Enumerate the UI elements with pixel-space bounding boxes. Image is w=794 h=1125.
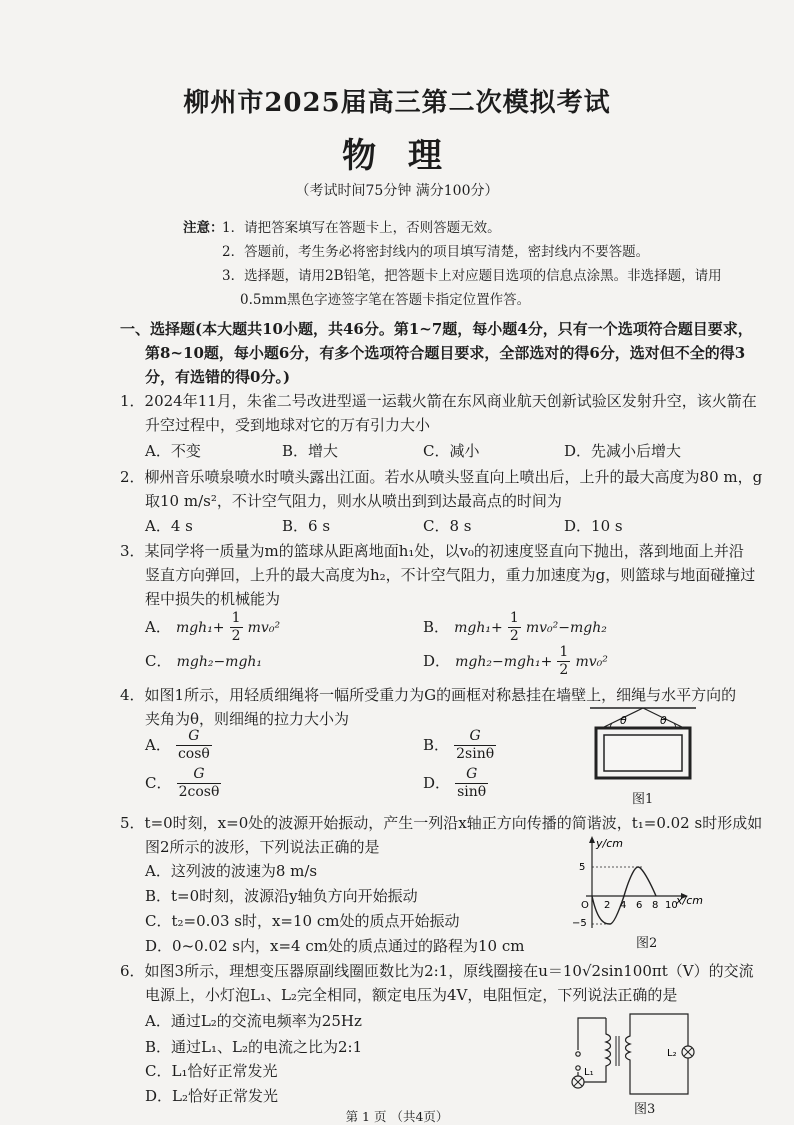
frac-num: G <box>455 766 488 784</box>
q5-option-c: C．t₂=0.03 s时，x=10 cm处的质点开始振动 <box>145 912 460 930</box>
q4-option-c-label: C． <box>145 774 172 792</box>
frac-den: 2cosθ <box>178 784 220 800</box>
q3-option-b <box>423 610 607 645</box>
secondary-wire-top <box>630 1014 688 1046</box>
q3-option-a-term1: mgh₁+ <box>175 620 225 636</box>
q5-stem-line1: 5．t=0时刻，x=0处的波源开始振动，产生一列沿x轴正方向传播的简谐波，t₁=0.02 s时形成如 <box>120 814 763 832</box>
q6-stem-line1: 6．如图3所示，理想变压器原副线圈匝数比为2:1，原线圈接在u＝10√2sin100πt（V）的交流 <box>120 962 754 980</box>
frac-den: cosθ <box>177 746 210 762</box>
exam-title: 柳州市2025届高三第二次模拟考试 <box>183 88 611 118</box>
q5-option-b: B．t=0时刻，波源沿y轴负方向开始振动 <box>145 887 418 905</box>
q4-option-a-frac <box>176 728 212 763</box>
q6-option-d: D．L₂恰好正常发光 <box>145 1087 279 1105</box>
q2-option-d: D．10 s <box>564 517 623 535</box>
x-tick-6: 6 <box>636 900 643 911</box>
q4-option-d-label: D． <box>423 774 451 792</box>
q3-option-b-term1: mgh₁+ <box>454 620 503 636</box>
q3-option-d-term2: mv₀² <box>575 654 608 670</box>
q1-stem-line1: 1．2024年11月，朱雀二号改进型遥一运载火箭在东风商业航天创新试验区发射升空，该火箭在 <box>120 392 757 410</box>
q3-option-a-term2: mv₀² <box>247 620 281 636</box>
half-num: 1 <box>559 644 569 660</box>
y-axis-arrow <box>589 836 595 843</box>
exam-timing: （考试时间75分钟 满分100分） <box>295 183 499 199</box>
label-l2: L₂ <box>667 1048 677 1059</box>
q4-option-d-frac <box>455 766 488 801</box>
q3-option-a-label: A． <box>145 618 171 636</box>
q3-option-d-half <box>557 644 570 679</box>
q3-option-a <box>145 610 280 645</box>
x-tick-10: 10 <box>665 900 678 911</box>
page-footer: 第 1 页 （共4页） <box>345 1109 449 1124</box>
input-terminal-top <box>576 1052 580 1056</box>
q3-option-c-expr: mgh₂−mgh₁ <box>176 654 263 670</box>
x-tick-2: 2 <box>604 900 611 911</box>
q4-option-d <box>423 766 488 801</box>
primary-wire-top <box>578 1018 606 1050</box>
q3-option-a-half <box>230 610 243 645</box>
q6-option-a: A．通过L₂的交流电频率为25Hz <box>145 1012 362 1030</box>
q6-option-b: B．通过L₁、L₂的电流之比为2:1 <box>145 1038 363 1056</box>
figure-3-caption: 图3 <box>634 1102 656 1117</box>
q4-option-a <box>145 728 212 763</box>
q3-option-d <box>423 644 608 679</box>
frac-num: G <box>454 728 496 746</box>
q1-option-a: A．不变 <box>145 442 201 460</box>
q3-option-b-half <box>508 610 521 645</box>
y-axis-label: y/cm <box>596 837 623 850</box>
figure-2-caption: 图2 <box>636 936 658 951</box>
q4-stem-line1: 4．如图1所示，用轻质细绳将一幅所受重力为G的画框对称悬挂在墙壁上，细绳与水平方向的 <box>120 686 737 704</box>
note-3b: 0.5mm黑色字迹签字笔在答题卡指定位置作答。 <box>240 292 531 308</box>
note-3a: 3．选择题，请用2B铅笔，把答题卡上对应题目选项的信息点涂黑。非选择题，请用 <box>222 268 722 284</box>
secondary-wire-bottom <box>630 1058 688 1094</box>
q5-option-a: A．这列波的波速为8 m/s <box>145 862 318 880</box>
q3-option-c-label: C． <box>145 652 172 670</box>
half-den: 2 <box>231 628 241 644</box>
q3-option-b-label: B． <box>423 618 450 636</box>
half-den: 2 <box>559 662 569 678</box>
q3-option-c <box>145 650 262 671</box>
q3-option-d-label: D． <box>423 652 451 670</box>
half-num: 1 <box>231 610 241 626</box>
x-tick-4: 4 <box>620 900 627 911</box>
half-den: 2 <box>509 628 519 644</box>
q3-stem-line2: 竖直方向弹回，上升的最大高度为h₂，不计空气阻力，重力加速度为g，则篮球与地面碰撞过 <box>145 566 756 584</box>
secondary-coil <box>626 1026 631 1072</box>
theta-label-left: θ <box>620 714 627 727</box>
q2-option-b: B．6 s <box>282 517 331 535</box>
note-1: 1．请把答案填写在答题卡上，否则答题无效。 <box>222 220 501 236</box>
q4-option-b <box>423 728 496 763</box>
input-terminal-bottom <box>576 1066 580 1070</box>
subject-title: 物 理 <box>342 136 452 176</box>
q3-option-d-term1: mgh₂−mgh₁+ <box>455 654 553 670</box>
note-2: 2．答题前，考生务必将密封线内的项目填写清楚，密封线内不要答题。 <box>222 244 650 260</box>
label-l1: L₁ <box>584 1067 594 1078</box>
x-axis-label: x/cm <box>676 894 703 907</box>
half-num: 1 <box>509 610 519 626</box>
q2-option-c: C．8 s <box>423 517 472 535</box>
y-tick-pos: 5 <box>579 862 586 873</box>
section-heading-line1: 一、选择题(本大题共10小题，共46分。第1~7题，每小题4分，只有一个选项符合题目要求， <box>120 320 753 338</box>
section-heading-line2: 第8~10题，每小题6分，有多个选项符合题目要求，全部选对的得6分，选对但不全的得3 <box>145 344 746 362</box>
figure-1-caption: 图1 <box>632 792 654 807</box>
q4-option-c-frac <box>177 766 222 801</box>
q5-stem-line2: 图2所示的波形，下列说法正确的是 <box>145 838 380 856</box>
q4-option-c <box>145 766 221 801</box>
q5-option-d: D．0~0.02 s内，x=4 cm处的质点通过的路程为10 cm <box>145 937 525 955</box>
frac-den: 2sinθ <box>456 746 495 762</box>
q2-stem-line2: 取10 m/s²，不计空气阻力，则水从喷出到到达最高点的时间为 <box>145 492 562 510</box>
origin-label: O <box>581 900 589 911</box>
frame-inner <box>604 735 682 771</box>
figure-2-wave-graph <box>566 834 706 934</box>
theta-label-right: θ <box>660 714 667 727</box>
q4-option-b-label: B． <box>423 736 450 754</box>
q6-option-c: C．L₁恰好正常发光 <box>145 1062 278 1080</box>
q3-stem-line1: 3．某同学将一质量为m的篮球从距离地面h₁处，以v₀的初速度竖直向下抛出，落到地面上并沿 <box>120 542 744 560</box>
q3-option-b-term2: mv₀²−mgh₂ <box>525 620 607 636</box>
x-tick-8: 8 <box>652 900 659 911</box>
primary-coil <box>606 1018 611 1070</box>
frac-den: sinθ <box>457 784 487 800</box>
q1-option-d: D．先减小后增大 <box>564 442 682 460</box>
frac-num: G <box>176 728 212 746</box>
y-tick-neg: −5 <box>572 918 587 929</box>
figure-1-frame-diagram <box>588 704 698 784</box>
q3-stem-line3: 程中损失的机械能为 <box>145 590 281 608</box>
q4-option-b-frac <box>454 728 496 763</box>
q1-stem-line2: 升空过程中，受到地球对它的万有引力大小 <box>145 416 431 434</box>
frac-num: G <box>177 766 222 784</box>
q2-stem-line1: 2．柳州音乐喷泉喷水时喷头露出江面。若水从喷头竖直向上喷出后，上升的最大高度为80 m，g <box>120 468 763 486</box>
q4-option-a-label: A． <box>145 736 171 754</box>
section-heading-line3: 分，有选错的得0分。) <box>145 368 291 386</box>
q4-stem-line2: 夹角为θ，则细绳的拉力大小为 <box>145 710 350 728</box>
figure-3-transformer-circuit <box>566 1010 696 1098</box>
q1-option-b: B．增大 <box>282 442 339 460</box>
q6-stem-line2: 电源上，小灯泡L₁、L₂完全相同，额定电压为4V，电阻恒定，下列说法正确的是 <box>145 986 678 1004</box>
notes-label: 注意： <box>183 220 224 236</box>
q1-option-c: C．减小 <box>423 442 480 460</box>
q2-option-a: A．4 s <box>145 517 193 535</box>
